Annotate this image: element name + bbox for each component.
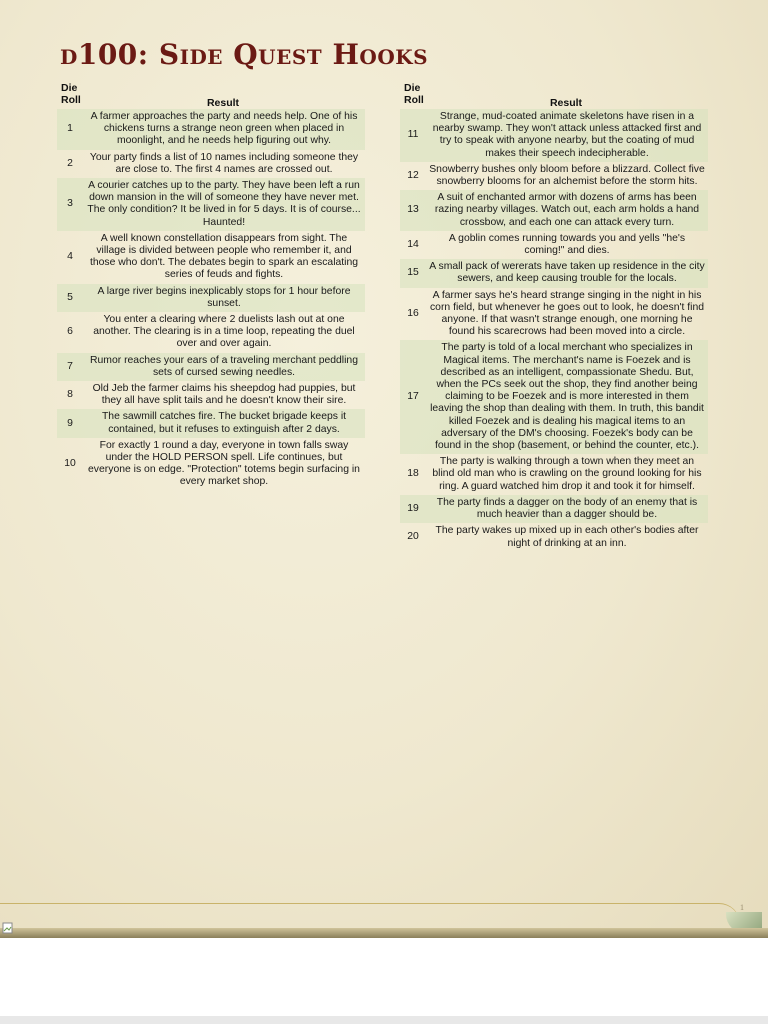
roll-number: 12 [407,169,419,181]
table-row [400,109,708,162]
table-row [57,109,365,150]
table-header [400,82,708,109]
header-roll: Roll [61,94,81,106]
result-text: The party finds a dagger on the body of an enemy that is much heavier than a dagger should be. [436,496,698,521]
broken-image-icon [2,922,14,934]
roll-number: 8 [67,389,73,401]
table-row [57,409,365,437]
result-text: Strange, mud-coated animate skeletons have risen in a nearby swamp. They won't attack unless attacked first and try to speak with anyone nearby, but the coating of mud makes their speech indecipherable. [432,111,702,159]
roll-number: 10 [64,458,76,470]
table-header [57,82,365,109]
table-row [57,178,365,231]
roll-number: 17 [407,391,419,403]
result-text: The party is told of a local merchant who specializes in Magical items. The merchant's name is Foezek and is described as an intelligent, compassionate Shedu. But, when the PCs seek out the shop, they find another being claiming to be Foezek and is more interested in them leaving the shop than dealing with them. In truth, this bandit killed Foezek and is dealing his magical items to an adversary of the DM's choosing. Foezek's body can be found in the shop (basement, or behind the counter, etc.). [430,342,704,452]
page-number: 1 [740,903,744,912]
table-row [400,495,708,523]
result-text: Snowberry bushes only bloom before a blizzard. Collect five snowberry blooms for an alchemist before the storm hits. [429,163,705,188]
table-row [400,288,708,341]
result-text: A small pack of wererats have taken up residence in the city sewers, and keep causing trouble for the locals. [429,261,705,285]
table-row [400,190,708,231]
roll-number: 7 [67,360,73,372]
result-text: A courier catches up to the party. They have been left a run down mansion in the will of someone they have never met. The only condition? It be lived in for 5 days. It is of course... Haunted! [87,180,361,228]
table-row [400,523,708,551]
table-row [400,231,708,259]
header-result: Result [206,97,240,109]
table-row [57,150,365,178]
roll-number: 19 [407,502,419,514]
header-die: Die [404,82,421,94]
table-right [400,82,708,552]
table-row [400,340,708,454]
table-body [57,109,365,491]
roll-number: 9 [67,417,73,429]
table-body [400,109,708,552]
result-text: The party is walking through a town when they meet an blind old man who is crawling on the ground looking for his ring. A guard watched him drop it and took it for himself. [432,456,702,492]
table-row [57,284,365,312]
table-row [57,312,365,353]
table-row [400,454,708,495]
roll-number: 11 [407,129,419,141]
result-text: A suit of enchanted armor with dozens of arms has been razing nearby villages. Watch out, each arm holds a hand crossbow, and each one can attack every turn. [434,192,700,228]
roll-number: 2 [67,157,73,169]
roll-number: 14 [407,238,419,250]
result-text: A farmer says he's heard strange singing in the night in his corn field, but whenever he goes out to look, he doesn't find anyone. If that wasn't strange enough, one morning he found his scarecrows had been moved into a circle. [429,289,705,338]
footer-band [0,928,768,938]
result-text: The party wakes up mixed up in each other's bodies after night of drinking at an inn. [435,525,699,549]
header-roll: Roll [404,94,424,106]
die-roll-header [61,82,81,106]
result-text: You enter a clearing where 2 duelists lash out at one another. The clearing is in a time loop, repeating the duel over and over again. [93,314,355,350]
roll-number: 18 [407,468,419,480]
table-row [57,231,365,284]
roll-number: 3 [67,198,73,210]
result-text: A large river begins inexplicably stops for 1 hour before sunset. [97,285,351,309]
result-text: Your party finds a list of 10 names including someone they are close to. The first 4 names are crossed out. [89,151,359,175]
roll-number: 1 [67,123,73,135]
page-title: d100: Side Quest Hooks [60,38,429,71]
header-result: Result [549,97,583,109]
footer-ornament-line [0,903,740,924]
table-row [57,438,365,491]
result-text: A farmer approaches the party and needs help. One of his chickens turns a strange neon green when placed in moonlight, and he needs help figuring out why. [90,111,358,147]
result-text: Rumor reaches your ears of a traveling merchant peddling sets of cursed sewing needles. [90,354,358,378]
roll-number: 6 [67,326,73,338]
roll-number: 4 [67,251,73,263]
result-text: A goblin comes running towards you and yells "he's coming!" and dies. [448,232,686,257]
roll-number: 15 [407,267,419,279]
result-text: The sawmill catches fire. The bucket brigade keeps it contained, but it refuses to extinguish after 2 days. [101,411,347,435]
table-left [57,82,365,491]
die-roll-header [404,82,424,106]
result-text: For exactly 1 round a day, everyone in town falls sway under the HOLD PERSON spell. Life continues, but everyone is on edge. "Protection" totems begin surfacing in every market shop. [88,439,360,488]
table-row [57,353,365,381]
header-die: Die [61,82,78,94]
roll-number: 5 [67,291,73,303]
roll-number: 20 [407,531,419,543]
roll-number: 16 [407,307,419,319]
table-row [57,381,365,409]
roll-number: 13 [407,204,419,216]
result-text: A well known constellation disappears from sight. The village is divided between people who remember it, and those who don't. The debates begin to spark an escalating series of feuds and fights. [89,232,359,281]
bottom-strip [0,1016,768,1024]
table-row [400,162,708,190]
result-text: Old Jeb the farmer claims his sheepdog had puppies, but they all have split tails and he doesn't know their sire. [92,383,356,407]
table-row [400,259,708,287]
